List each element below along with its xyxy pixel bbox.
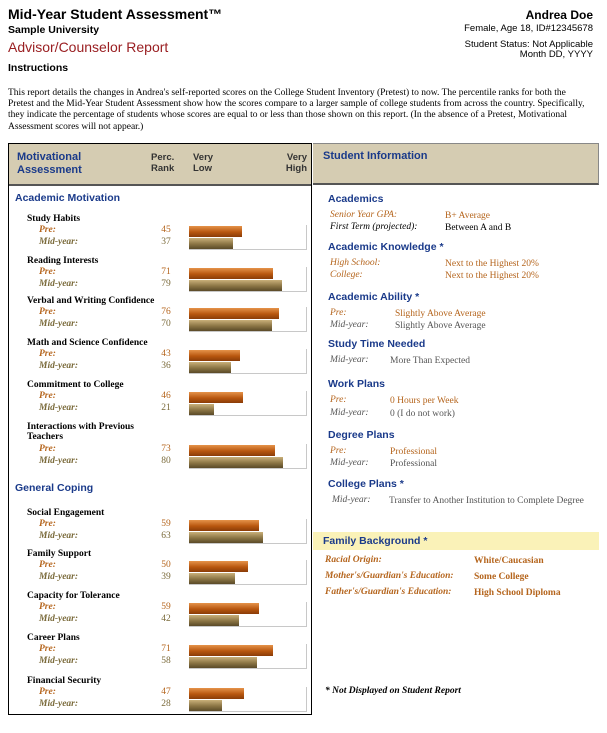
midyear-bar xyxy=(189,457,283,468)
motivational-assessment-panel xyxy=(8,143,312,715)
student-info-heading: Student Information xyxy=(323,150,428,162)
midyear-rank: 79 xyxy=(161,279,171,289)
pre-bar xyxy=(189,645,273,656)
student-info-header xyxy=(313,143,599,185)
percentile-rank-heading: Perc. Rank xyxy=(151,152,175,174)
section-title: Academics xyxy=(328,193,384,205)
pre-label: Pre: xyxy=(39,687,56,697)
very-low-heading: Very Low xyxy=(193,152,214,174)
midyear-bar xyxy=(189,700,222,711)
midyear-rank: 58 xyxy=(161,656,171,666)
item-name: Financial Security xyxy=(27,676,102,686)
midyear-bar xyxy=(189,532,263,543)
pre-bar xyxy=(189,445,275,456)
pre-rank: 73 xyxy=(161,444,171,454)
info-value: Slightly Above Average xyxy=(395,309,486,319)
pre-rank: 50 xyxy=(161,560,171,570)
pre-label: Pre: xyxy=(39,444,56,454)
info-key: Mid-year: xyxy=(330,458,369,468)
pre-bar xyxy=(189,520,259,531)
info-value: Professional xyxy=(390,447,437,457)
pre-rank: 45 xyxy=(161,225,171,235)
pre-rank: 59 xyxy=(161,602,171,612)
item-name: Interactions with Previous Teachers xyxy=(27,422,134,442)
pre-label: Pre: xyxy=(39,602,56,612)
family-key: Mother's/Guardian's Education: xyxy=(325,571,454,581)
item-name: Family Support xyxy=(27,549,92,559)
instructions-label: Instructions xyxy=(8,62,69,74)
midyear-bar xyxy=(189,238,233,249)
report-name: Advisor/Counselor Report xyxy=(8,39,169,55)
midyear-label: Mid-year: xyxy=(39,237,79,247)
intro-paragraph: This report details the changes in Andrea's self-reported scores on the College Student Inventory (Pretest) to now. The percentile ranks for both the Pretest and the Mid-Year Student Assessment show how the scores compare to a larger sample of college students from across the country. Specifically, they indicate the percentage of students whose scores are equal to or less than those shown on this report. (In the absence of a Pretest, Motivational Assessment scores will not appear.) xyxy=(8,88,585,132)
info-key: Mid-year: xyxy=(330,320,369,330)
info-key: Mid-year: xyxy=(330,355,369,365)
pre-rank: 46 xyxy=(161,391,171,401)
pre-rank: 43 xyxy=(161,349,171,359)
bar-track xyxy=(189,644,307,669)
info-value: Transfer to Another Institution to Complete Degree xyxy=(389,496,584,506)
section-title: Academic Motivation xyxy=(15,192,121,204)
bar-track xyxy=(189,349,307,374)
section-title: Work Plans xyxy=(328,378,385,390)
pre-rank: 71 xyxy=(161,267,171,277)
midyear-label: Mid-year: xyxy=(39,614,79,624)
midyear-bar xyxy=(189,615,239,626)
pre-bar xyxy=(189,688,244,699)
section-title: College Plans * xyxy=(328,478,404,490)
midyear-rank: 37 xyxy=(161,237,171,247)
midyear-label: Mid-year: xyxy=(39,403,79,413)
info-value: Between A and B xyxy=(445,223,512,233)
midyear-rank: 80 xyxy=(161,456,171,466)
pre-rank: 76 xyxy=(161,307,171,317)
section-title: General Coping xyxy=(15,482,94,494)
student-status: Student Status: Not Applicable xyxy=(464,39,593,50)
midyear-bar xyxy=(189,362,231,373)
very-high-heading: Very High xyxy=(285,152,307,174)
info-key: College: xyxy=(330,270,363,280)
info-key: First Term (projected): xyxy=(330,222,418,232)
midyear-label: Mid-year: xyxy=(39,572,79,582)
bar-track xyxy=(189,602,307,627)
pre-bar xyxy=(189,561,248,572)
family-value: White/Caucasian xyxy=(474,556,544,566)
student-demographics: Female, Age 18, ID#12345678 xyxy=(464,23,593,34)
section-title: Degree Plans xyxy=(328,429,395,441)
info-value: Professional xyxy=(390,459,437,469)
info-key: Mid-year: xyxy=(332,495,371,505)
midyear-label: Mid-year: xyxy=(39,699,79,709)
section-title: Academic Knowledge * xyxy=(328,241,444,253)
pre-label: Pre: xyxy=(39,349,56,359)
family-key: Father's/Guardian's Education: xyxy=(325,587,452,597)
pre-label: Pre: xyxy=(39,560,56,570)
family-background-heading: Family Background * xyxy=(323,535,428,547)
midyear-bar xyxy=(189,280,282,291)
info-key: Pre: xyxy=(330,446,347,456)
pre-bar xyxy=(189,308,279,319)
pre-bar xyxy=(189,226,242,237)
report-title: Mid-Year Student Assessment™ xyxy=(8,6,223,22)
bar-track xyxy=(189,307,307,332)
item-name: Math and Science Confidence xyxy=(27,338,148,348)
midyear-label: Mid-year: xyxy=(39,656,79,666)
family-key: Racial Origin: xyxy=(325,555,382,565)
pre-rank: 71 xyxy=(161,644,171,654)
item-name: Verbal and Writing Confidence xyxy=(27,296,155,306)
item-name: Reading Interests xyxy=(27,256,99,266)
midyear-bar xyxy=(189,404,214,415)
info-key: High School: xyxy=(330,258,381,268)
midyear-label: Mid-year: xyxy=(39,456,79,466)
report-date: Month DD, YYYY xyxy=(519,49,593,60)
bar-track xyxy=(189,560,307,585)
pre-rank: 47 xyxy=(161,687,171,697)
info-value: 0 Hours per Week xyxy=(390,396,459,406)
motivational-assessment-header xyxy=(9,144,311,186)
info-key: Pre: xyxy=(330,395,347,405)
midyear-rank: 39 xyxy=(161,572,171,582)
midyear-label: Mid-year: xyxy=(39,531,79,541)
family-value: Some College xyxy=(474,572,529,582)
item-name: Social Engagement xyxy=(27,508,105,518)
pre-label: Pre: xyxy=(39,307,56,317)
midyear-bar xyxy=(189,573,235,584)
info-key: Mid-year: xyxy=(330,408,369,418)
pre-label: Pre: xyxy=(39,519,56,529)
family-background-band xyxy=(313,532,599,550)
midyear-rank: 42 xyxy=(161,614,171,624)
pre-bar xyxy=(189,392,243,403)
motivational-assessment-heading: Motivational Assessment xyxy=(17,151,82,176)
footnote: * Not Displayed on Student Report xyxy=(325,686,461,696)
midyear-rank: 36 xyxy=(161,361,171,371)
item-name: Career Plans xyxy=(27,633,80,643)
midyear-bar xyxy=(189,657,257,668)
university-name: Sample University xyxy=(8,24,100,36)
item-name: Commitment to College xyxy=(27,380,124,390)
pre-label: Pre: xyxy=(39,225,56,235)
bar-track xyxy=(189,687,307,712)
info-value: Next to the Highest 20% xyxy=(445,271,539,281)
section-title: Study Time Needed xyxy=(328,338,426,350)
pre-rank: 59 xyxy=(161,519,171,529)
section-title: Academic Ability * xyxy=(328,291,420,303)
info-value: Slightly Above Average xyxy=(395,321,486,331)
bar-track xyxy=(189,391,307,416)
pre-bar xyxy=(189,268,273,279)
pre-bar xyxy=(189,350,240,361)
pre-label: Pre: xyxy=(39,267,56,277)
info-value: Next to the Highest 20% xyxy=(445,259,539,269)
bar-track xyxy=(189,267,307,292)
pre-bar xyxy=(189,603,259,614)
bar-track xyxy=(189,444,307,469)
info-value: 0 (I do not work) xyxy=(390,409,455,419)
midyear-bar xyxy=(189,320,272,331)
info-value: B+ Average xyxy=(445,211,491,221)
family-value: High School Diploma xyxy=(474,588,561,598)
midyear-label: Mid-year: xyxy=(39,319,79,329)
info-key: Senior Year GPA: xyxy=(330,210,398,220)
midyear-rank: 28 xyxy=(161,699,171,709)
midyear-rank: 21 xyxy=(161,403,171,413)
student-name: Andrea Doe xyxy=(525,8,593,22)
item-name: Capacity for Tolerance xyxy=(27,591,120,601)
pre-label: Pre: xyxy=(39,644,56,654)
midyear-rank: 63 xyxy=(161,531,171,541)
midyear-label: Mid-year: xyxy=(39,361,79,371)
info-key: Pre: xyxy=(330,308,347,318)
midyear-label: Mid-year: xyxy=(39,279,79,289)
bar-track xyxy=(189,225,307,250)
bar-track xyxy=(189,519,307,544)
pre-label: Pre: xyxy=(39,391,56,401)
item-name: Study Habits xyxy=(27,214,81,224)
info-value: More Than Expected xyxy=(390,356,471,366)
midyear-rank: 70 xyxy=(161,319,171,329)
